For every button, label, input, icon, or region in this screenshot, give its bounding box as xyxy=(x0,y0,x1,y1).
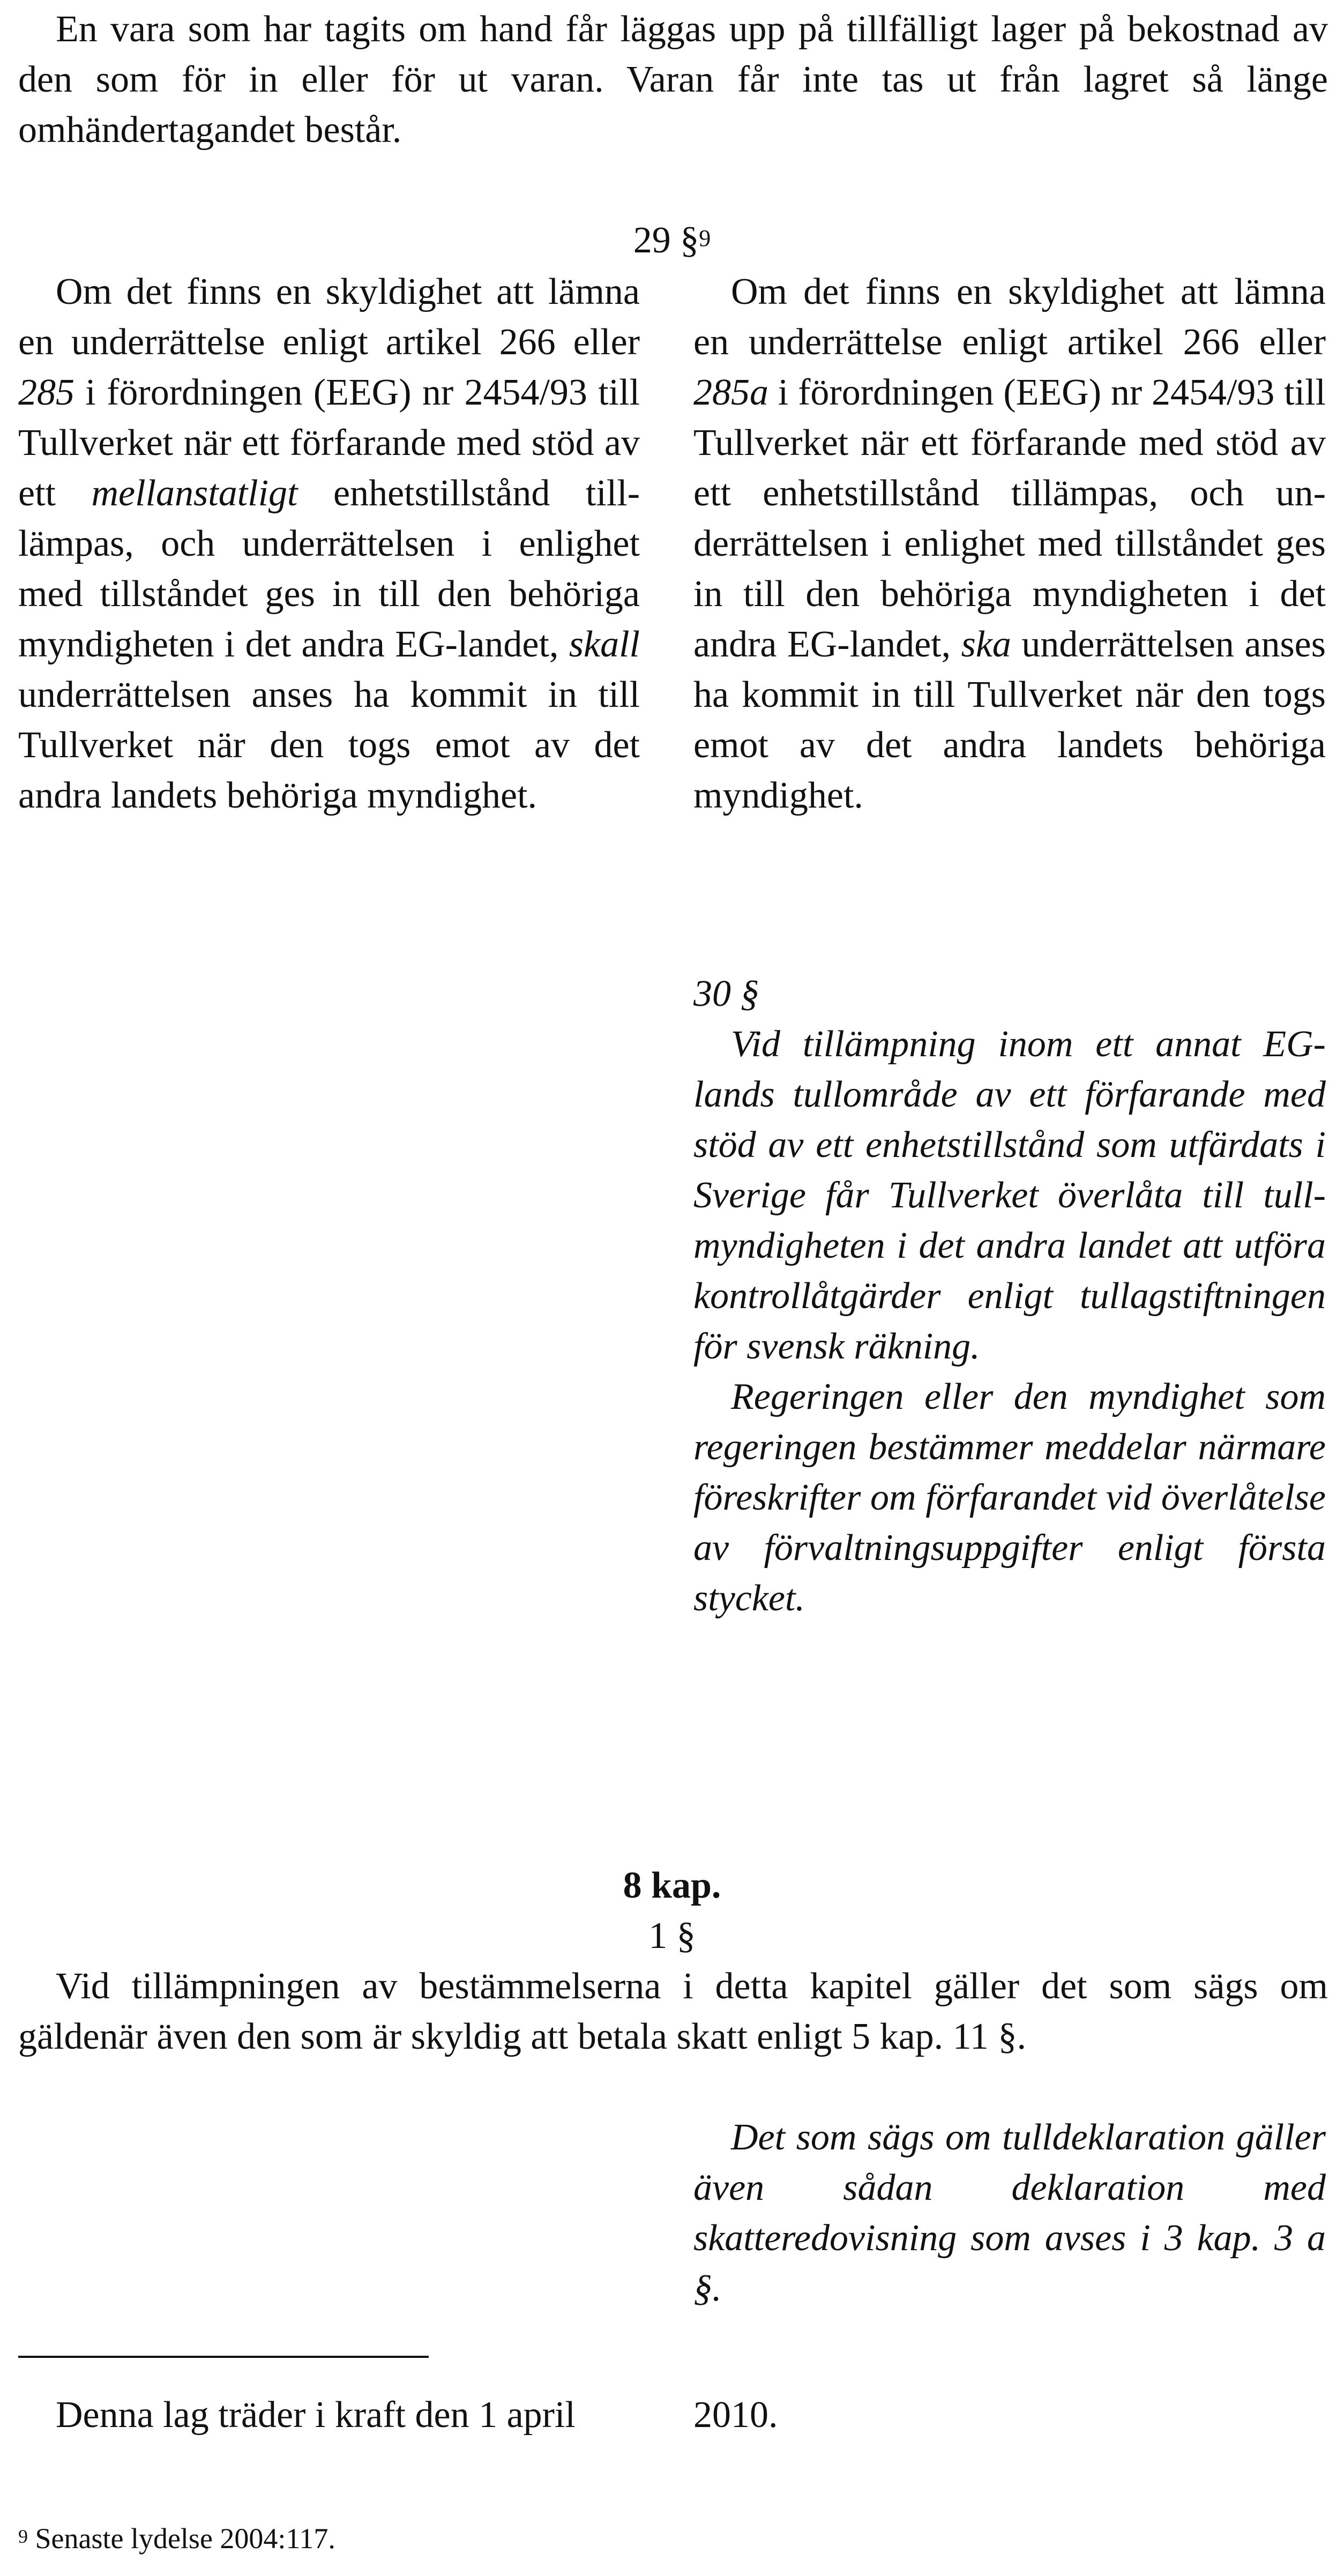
chapter-8-paragraph-1 xyxy=(18,1961,1328,2062)
chapter-8-paragraph-2 xyxy=(693,2112,1326,2314)
section-30-heading: 30 § xyxy=(693,973,759,1014)
section-30-paragraph-2: Regeringen eller den myndighet som regeringen bestämmer meddelar närmare föreskrifter om förfarandet vid överlåtelse av förvaltningsuppgifter enligt första stycket. xyxy=(693,1376,1326,1619)
section-29-current-text xyxy=(18,267,640,821)
chapter-8-section-1-heading: 1 § xyxy=(648,1915,696,1957)
emphasis-285: 285 xyxy=(18,372,74,413)
section-29-proposed-paragraph xyxy=(693,267,1326,821)
footnote-number: 9 xyxy=(18,2526,28,2547)
text-run: underrättelsen anses ha kommit in till Tullverket när den togs emot av det andra landets behöriga myndighet. xyxy=(693,624,1326,816)
section-29-heading xyxy=(0,215,1344,266)
section-29-proposed-text xyxy=(693,267,1326,821)
emphasis-skall: skall xyxy=(569,624,640,665)
text-run: enhetstillstånd tilllämpas, och underrättelsen i enlighet med tillståndet ges in till den behöriga myndigheten i det andra EG-landet, xyxy=(18,473,640,665)
divider-rule xyxy=(18,2356,429,2358)
section-29-label: 29 § xyxy=(633,220,699,261)
emphasis-mellanstatligt: mellanstatligt xyxy=(91,473,298,514)
intro-text: En vara som har tagits om hand får läggas upp på tillfälligt lager på bekostnad av den som för in eller för ut varan. Varan får inte tas ut från lagret så länge omhändertagandet består. xyxy=(18,9,1328,151)
text-run: Om det finns en skyldighet att lämna en underrättelse enligt artikel 266 eller xyxy=(693,271,1326,363)
text-run: i förordningen (EEG) nr 2454/93 till Tullverket när ett förfarande med stöd av ett xyxy=(18,372,640,514)
text-run: underrättelsen anses ha kommit in till Tullverket när den togs emot av det andra landets behöriga myndighet. xyxy=(18,674,640,816)
chapter-8-heading: 8 kap. xyxy=(623,1865,721,1906)
section-30 xyxy=(693,969,1326,1624)
footnote-marker-9: 9 xyxy=(699,225,711,251)
entry-into-force-left: Denna lag träder i kraft den 1 april xyxy=(56,2394,576,2436)
text-run: Om det finns en skyldighet att lämna en underrättelse enligt artikel 266 eller xyxy=(18,271,640,363)
emphasis-ska: ska xyxy=(961,624,1011,665)
text-run: i förordningen (EEG) nr 2454/93 till Tullverket när ett förfarande med stöd av ett enhetstillstånd tillämpas, och underrättelsen i enlighet med tillståndet ges in till den behöriga myndigheten i det andra EG-landet, xyxy=(693,372,1326,665)
footnote-text: Senaste lydelse 2004:117. xyxy=(35,2522,335,2555)
chapter-8-paragraph-2-text: Det som sägs om tulldeklaration gäller även sådan deklaration med skatteredovisning som avses i 3 kap. 3 a §. xyxy=(693,2117,1326,2309)
footnote xyxy=(18,2520,335,2557)
section-30-paragraph-1: Vid tillämpning inom ett annat EG-lands tullområde av ett förfarande med stöd av ett enhetstillstånd som utfärdats i Sverige får Tullverket överlåta till tullmyndigheten i det andra landet att utföra kontrollåtgärder enligt tullagstiftningen för svensk räkning. xyxy=(693,1024,1326,1367)
section-29-current-paragraph xyxy=(18,267,640,821)
emphasis-285a: 285a xyxy=(693,372,768,413)
entry-into-force-right: 2010. xyxy=(693,2394,778,2436)
chapter-8-paragraph-1-text: Vid tillämpningen av bestämmelserna i detta kapitel gäller det som sägs om gäldenär även den som är skyldig att betala skatt enligt 5 kap. 11 §. xyxy=(18,1966,1328,2057)
intro-paragraph xyxy=(18,4,1328,155)
